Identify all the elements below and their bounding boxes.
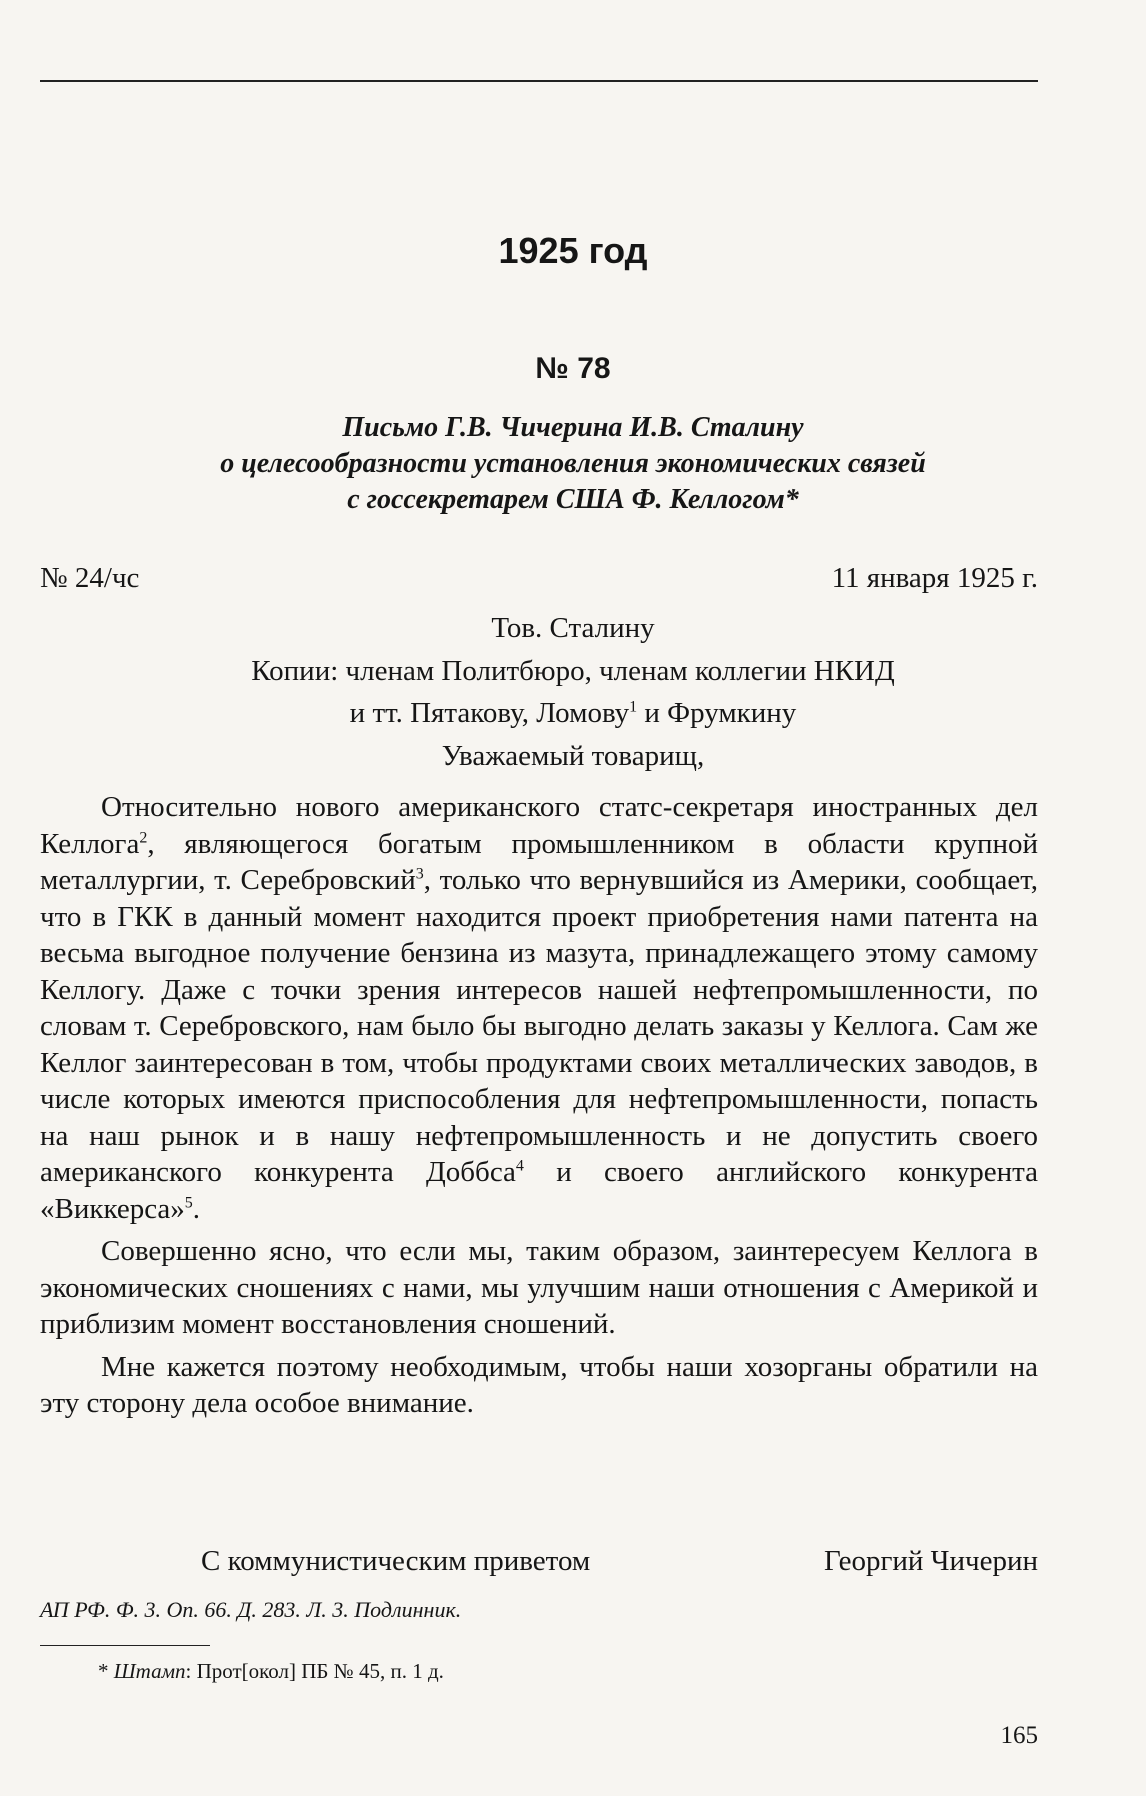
footnote-mark: * <box>98 1659 109 1683</box>
year-heading: 1925 год <box>498 230 648 271</box>
text-run: , являющегося богатым промышленником в области крупной металлургии, т. Серебровский <box>40 827 1038 896</box>
signature: Георгий Чичерин <box>824 1545 1038 1577</box>
footnote-text: : Прот[окол] ПБ № 45, п. 1 д. <box>185 1659 444 1683</box>
footnote-ref: 5 <box>184 1193 193 1211</box>
footnote-ref: 1 <box>629 698 638 716</box>
text-run: , только что вернувшийся из Америки, сообщает, что в ГКК в данный момент находится проект приобретения нами патента на весьма выгодное получение бензина из мазута, принадлежащего этому самому Келлогу. Даже с точки зрения интересов нашей нефтепромышленности, по словам т. Серебровского, нам было бы выгодно делать заказы у Келлога. Сам же Келлог заинтересован в том, чтобы продуктами своих металлических заводов, в числе которых имеются приспособления для нефтепромышленности, попасть на наш рынок и в нашу нефтепромышленность и не допустить своего американского конкурента Доббса <box>40 864 1039 1188</box>
title-line: о целесообразности установления экономических связей <box>220 448 926 479</box>
paragraph <box>40 789 1038 1227</box>
closing-salutation: С коммунистическим приветом <box>201 1545 591 1577</box>
footnote-label: Штамп <box>113 1659 186 1683</box>
letter-body <box>40 789 1038 1428</box>
copies-line-2 <box>0 697 1146 730</box>
top-rule <box>40 80 1038 82</box>
document-number: № 78 <box>535 352 611 385</box>
footnote-ref: 3 <box>415 865 424 883</box>
greeting: Уважаемый товарищ, <box>441 740 705 772</box>
reference-number: № 24/чс <box>40 562 140 594</box>
page-number: 165 <box>1000 1722 1038 1749</box>
text-run: и своего английского конкурента «Виккерса» <box>40 1156 1039 1225</box>
copies-text: и Фрумкину <box>637 697 797 729</box>
footnote-ref: 2 <box>139 828 148 846</box>
footnote <box>98 1659 444 1684</box>
title-line: Письмо Г.В. Чичерина И.В. Сталину <box>342 412 804 443</box>
text-run: . <box>192 1192 201 1225</box>
paragraph: Мне кажется поэтому необходимым, чтобы наши хозорганы обратили на эту сторону дела особое внимание. <box>40 1350 1038 1419</box>
paragraph: Совершенно ясно, что если мы, таким образом, заинтересуем Келлога в экономических сношениях с нами, мы улучшим наши отношения с Америкой и приблизим момент восстановления сношений. <box>40 1235 1038 1340</box>
text-run: Относительно нового американского статс-секретаря иностранных дел Келлога <box>40 791 1038 860</box>
copies-line: Копии: членам Политбюро, членам коллегии НКИД <box>251 655 895 687</box>
archive-reference: АП РФ. Ф. 3. Оп. 66. Д. 283. Л. 3. Подлинник. <box>40 1597 462 1622</box>
title-line: с госсекретарем США Ф. Келлогом* <box>347 484 799 515</box>
footnote-ref: 4 <box>515 1157 524 1175</box>
letter-date: 11 января 1925 г. <box>831 562 1038 594</box>
document-title <box>0 410 1146 518</box>
footnote-rule <box>40 1645 210 1646</box>
copies-text: и тт. Пятакову, Ломову <box>349 697 630 729</box>
addressee: Тов. Сталину <box>491 612 655 644</box>
